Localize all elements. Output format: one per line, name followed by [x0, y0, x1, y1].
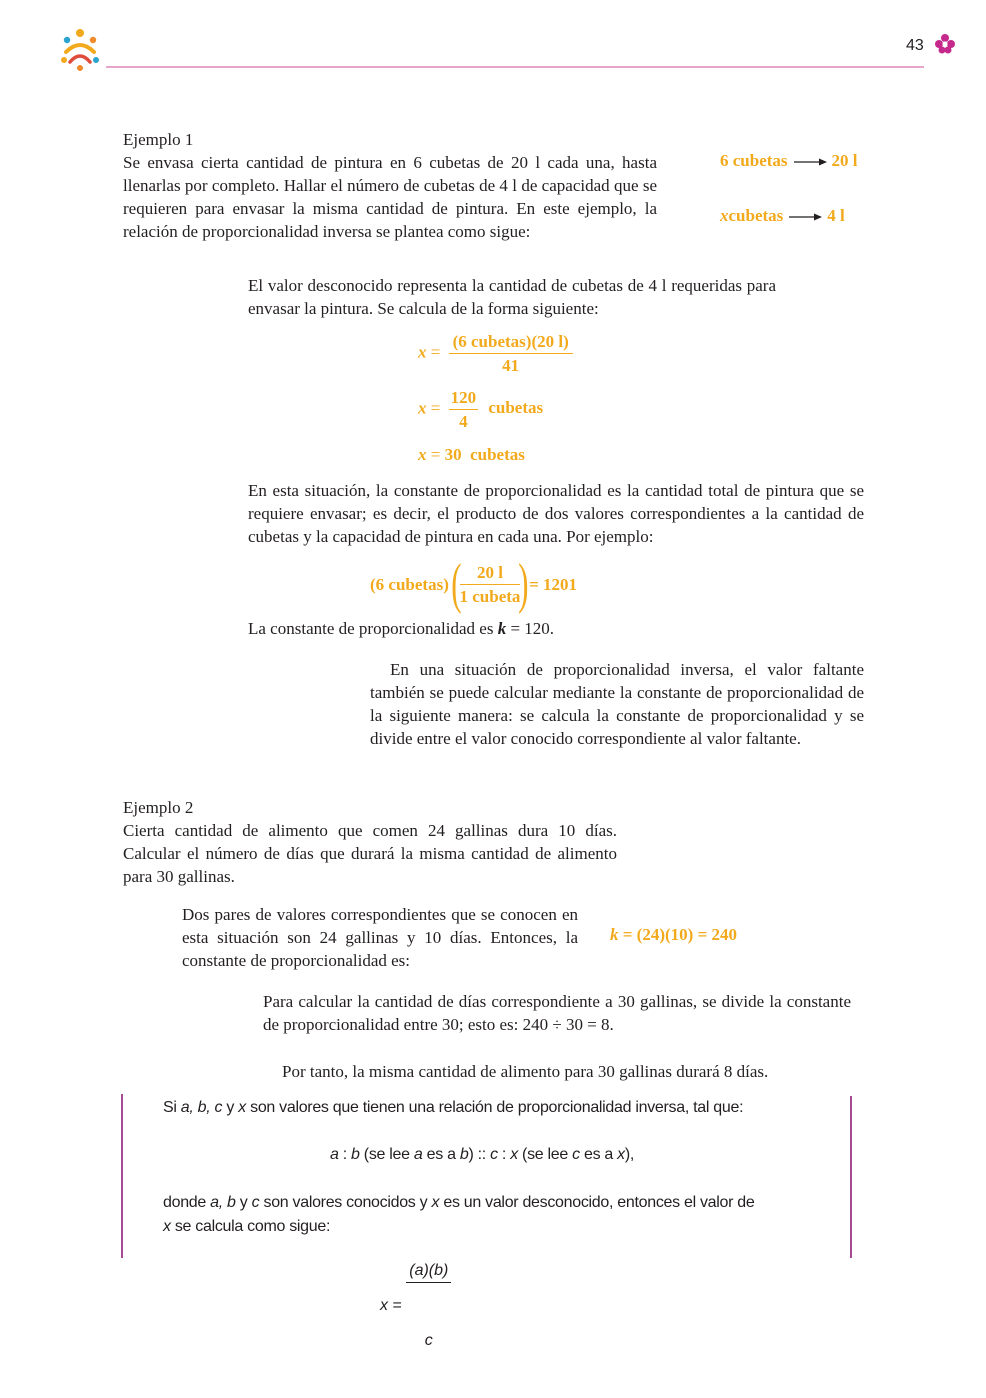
box-var-x: x — [238, 1099, 246, 1116]
box-right-rule — [850, 1096, 852, 1258]
constant-example-left: (6 cubetas) — [370, 574, 449, 594]
prop-text: (se lee — [359, 1146, 414, 1163]
box-var-x: x — [431, 1194, 440, 1211]
formula-equals: = — [388, 1297, 407, 1314]
box-text: son valores conocidos y — [259, 1194, 432, 1211]
box-vars: a, b — [210, 1194, 236, 1211]
equation-2-var: x — [418, 398, 427, 418]
equation-2-numerator: 120 — [449, 386, 479, 410]
mapping-1 — [720, 149, 858, 172]
example-2-statement: Cierta cantidad de alimento que comen 24 gallinas dura 10 días. Calcular el número de días que durará la misma cantidad de alimento para 30 gallinas. — [123, 821, 617, 886]
prop-text: ) :: — [468, 1146, 491, 1163]
example-1-statement: Se envasa cierta cantidad de pintura en 6 cubetas de 20 l cada una, hasta llenarlas por completo. Hallar el número de cubetas de 4 l de capacidad que se requieren para envasar la misma cantidad de pintura. En este ejemplo, la relación de proporcionalidad inversa se plantea como sigue: — [123, 153, 657, 241]
constant-explanation: En esta situación, la constante de proporcionalidad es la cantidad total de pintura que se requiere envasar; es decir, el producto de dos valores correspondientes a la cantidad de cubetas y la capacidad de pintura en cada una. Por ejemplo: — [248, 481, 864, 546]
prop-text: es a — [422, 1146, 460, 1163]
example-1-explanation: El valor desconocido representa la cantidad de cubetas de 4 l requeridas para envasar la pintura. Se calcula de la forma siguiente: — [248, 276, 776, 318]
box-line-1 — [163, 1096, 743, 1119]
formula-x: x — [380, 1297, 388, 1314]
box-text: y — [222, 1099, 239, 1116]
note-paragraph: En una situación de proporcionalidad inversa, el valor faltante también se puede calcular mediante la constante de proporcionalidad de la siguiente manera: se calcula la constante de proporcionalidad y se divide entre el valor conocido correspondiente al valor faltante. — [370, 660, 864, 748]
equation-3-rhs: 30 cubetas — [444, 445, 525, 464]
constant-value: = 120. — [506, 619, 555, 638]
example-2-pairs: Dos pares de valores correspondientes que se conocen en esta situación son 24 gallinas y 10 días. Entonces, la constante de proporcionalidad es: — [182, 905, 578, 970]
equation-3-var: x — [418, 445, 427, 464]
constant-symbol: k — [497, 619, 507, 638]
prop-text: ), — [624, 1146, 635, 1163]
example-2-constant — [610, 923, 737, 946]
page-number: 43 — [906, 37, 924, 54]
prop-c: c — [490, 1146, 498, 1163]
box-line-4 — [163, 1215, 330, 1238]
prop-text: (se lee — [517, 1146, 573, 1163]
example-1-title: Ejemplo 1 — [123, 130, 194, 149]
example-2-k-equation: = (24)(10) = 240 — [618, 925, 738, 944]
example-2-k-symbol: k — [610, 925, 619, 944]
header-rule — [106, 66, 924, 68]
equation-1-var: x — [418, 342, 427, 362]
equation-1-denominator: 41 — [502, 356, 520, 375]
prop-text: es a — [579, 1146, 618, 1163]
box-vars: a, b, c — [180, 1099, 223, 1116]
equation-3 — [418, 443, 525, 466]
box-var-c: c — [251, 1194, 260, 1211]
prop-a: a — [413, 1146, 423, 1163]
box-formula — [380, 1213, 451, 1398]
box-text: Si — [163, 1099, 181, 1116]
equation-3-sign: = — [430, 445, 441, 464]
prop-x: x — [617, 1146, 625, 1163]
box-left-rule — [121, 1094, 123, 1258]
prop-b: b — [459, 1146, 469, 1163]
box-proportion — [330, 1143, 634, 1166]
box-text: donde — [163, 1194, 211, 1211]
example-2-title: Ejemplo 2 — [123, 798, 194, 817]
formula-denominator: c — [424, 1332, 433, 1349]
box-var-x: x — [163, 1218, 171, 1235]
equation-2-unit: cubetas — [488, 398, 544, 418]
constant-example-numerator: 20 l — [460, 561, 521, 585]
equation-2-sign: = — [430, 398, 441, 418]
prop-colon: : — [338, 1146, 352, 1163]
prop-a: a — [330, 1146, 339, 1163]
constant-example-denominator: 1 cubeta — [459, 586, 521, 606]
mapping-2-var: x — [720, 206, 729, 225]
constant-example-right: = 1201 — [529, 574, 578, 594]
logo-icon — [56, 26, 104, 72]
box-line-3 — [163, 1191, 755, 1214]
equation-1-numerator: (6 cubetas)(20 l) — [449, 330, 573, 354]
equation-2-denominator: 4 — [459, 412, 468, 431]
equation-1-sign: = — [430, 342, 441, 362]
prop-x: x — [510, 1146, 518, 1163]
mapping-1-right: 20 l — [831, 151, 858, 170]
box-text: y — [235, 1194, 252, 1211]
box-text: son valores que tienen una relación de proporcionalidad inversa, tal que: — [245, 1099, 744, 1116]
equation-1 — [418, 330, 573, 377]
arrow-right-icon — [787, 212, 823, 222]
prop-colon: : — [497, 1146, 511, 1163]
flower-icon — [934, 33, 956, 55]
prop-b: b — [351, 1146, 360, 1163]
equation-2 — [418, 386, 543, 433]
mapping-2 — [720, 204, 845, 227]
box-text: es un valor desconocido, entonces el valor de — [439, 1194, 755, 1211]
constant-example: (6 cubetas) ( $\frac{20 l}{\text{1 cubeta}}$ ) = 1201 — [370, 553, 578, 615]
formula-numerator: (a)(b) — [406, 1259, 451, 1283]
box-text: se calcula como sigue: — [170, 1218, 331, 1235]
arrow-right-icon — [792, 157, 828, 167]
constant-statement-text: La constante de proporcionalidad es — [248, 619, 498, 638]
constant-statement — [248, 617, 554, 640]
example-2-conclusion: Por tanto, la misma cantidad de alimento para 30 gallinas durará 8 días. — [282, 1062, 769, 1081]
mapping-1-left: 6 cubetas — [720, 151, 788, 170]
mapping-2-left: cubetas — [728, 206, 784, 225]
prop-c: c — [572, 1146, 580, 1163]
example-2-calculation: Para calcular la cantidad de días correspondiente a 30 gallinas, se divide la constante de proporcionalidad entre 30; esto es: 240 ÷ 30 = 8. — [263, 992, 851, 1034]
mapping-2-right: 4 l — [827, 206, 845, 225]
